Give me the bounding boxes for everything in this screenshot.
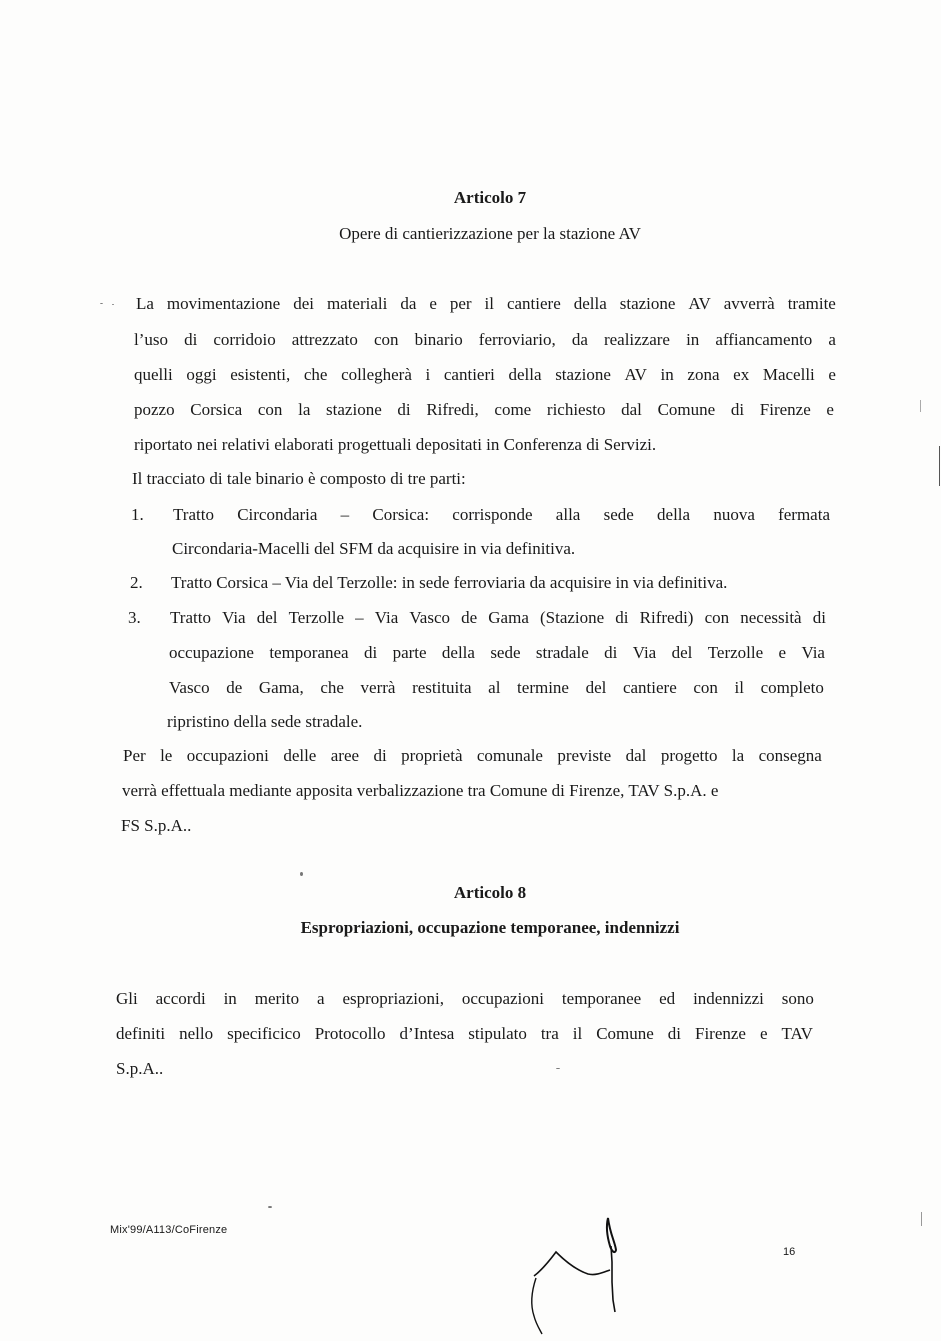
signature-icon — [520, 1212, 640, 1342]
list-item-1-line-1: Tratto Circondaria – Corsica: corrisponde alla sede della nuova fermata — [173, 505, 830, 524]
list-item-1-line-2: Circondaria-Macelli del SFM da acquisire in via definitiva. — [172, 539, 576, 558]
article-7-p3-line-1: Per le occupazioni delle aree di proprietà comunale previste dal progetto la consegna — [123, 746, 822, 765]
footer-reference: Mix'99/A113/CoFirenze — [110, 1224, 228, 1236]
scan-speck — [556, 1068, 560, 1069]
article-8-subtitle: Espropriazioni, occupazione temporanee, indennizzi — [300, 918, 680, 937]
article-7-p1-line-4: pozzo Corsica con la stazione di Rifredi, come richiesto dal Comune di Firenze e — [134, 400, 834, 419]
article-8-p1-line-3: S.p.A.. — [116, 1059, 164, 1078]
article-7-p3-line-2: verrà effettuala mediante apposita verbalizzazione tra Comune di Firenze, TAV S.p.A. e — [122, 781, 719, 800]
page-number: 16 — [783, 1246, 796, 1258]
article-7-p1-line-3: quelli oggi esistenti, che collegherà i cantieri della stazione AV in zona ex Macelli e — [134, 365, 836, 384]
scan-edge-mark — [939, 446, 940, 486]
scan-speck — [100, 303, 103, 304]
scan-edge-mark — [921, 1212, 922, 1226]
list-item-2-number: 2. — [130, 573, 143, 592]
list-item-3-line-2: occupazione temporanea di parte della sede stradale di Via del Terzolle e Via — [169, 643, 825, 662]
article-8-p1-line-2: definiti nello specificico Protocollo d’Intesa stipulato tra il Comune di Firenze e TAV — [116, 1024, 813, 1043]
article-8-title: Articolo 8 — [453, 883, 527, 902]
scan-speck — [268, 1206, 272, 1208]
article-7-p1-line-1: La movimentazione dei materiali da e per il cantiere della stazione AV avverrà tramite — [136, 294, 836, 313]
list-item-3-line-1: Tratto Via del Terzolle – Via Vasco de Gama (Stazione di Rifredi) con necessità di — [170, 608, 826, 627]
scan-speck — [300, 872, 303, 876]
article-7-p3-line-3: FS S.p.A.. — [121, 816, 192, 835]
list-item-2-line-1: Tratto Corsica – Via del Terzolle: in sede ferroviaria da acquisire in via definitiva. — [171, 573, 728, 592]
list-item-1-number: 1. — [131, 505, 144, 524]
article-7-p1-line-2: l’uso di corridoio attrezzato con binario ferroviario, da realizzare in affiancamento a — [134, 330, 836, 349]
article-8-p1-line-1: Gli accordi in merito a espropriazioni, occupazioni temporanee ed indennizzi sono — [116, 989, 814, 1008]
list-item-3-number: 3. — [128, 608, 141, 627]
list-item-3-line-3: Vasco de Gama, che verrà restituita al termine del cantiere con il completo — [169, 678, 824, 697]
article-7-p1-line-5: riportato nei relativi elaborati progettuali depositati in Conferenza di Servizi. — [134, 435, 657, 454]
scan-edge-mark — [920, 400, 921, 412]
scan-speck — [112, 304, 114, 305]
article-7-p2: Il tracciato di tale binario è composto di tre parti: — [132, 469, 466, 488]
list-item-3-line-4: ripristino della sede stradale. — [167, 712, 363, 731]
article-7-subtitle: Opere di cantierizzazione per la stazione AV — [339, 224, 641, 243]
article-7-title: Articolo 7 — [453, 188, 527, 207]
